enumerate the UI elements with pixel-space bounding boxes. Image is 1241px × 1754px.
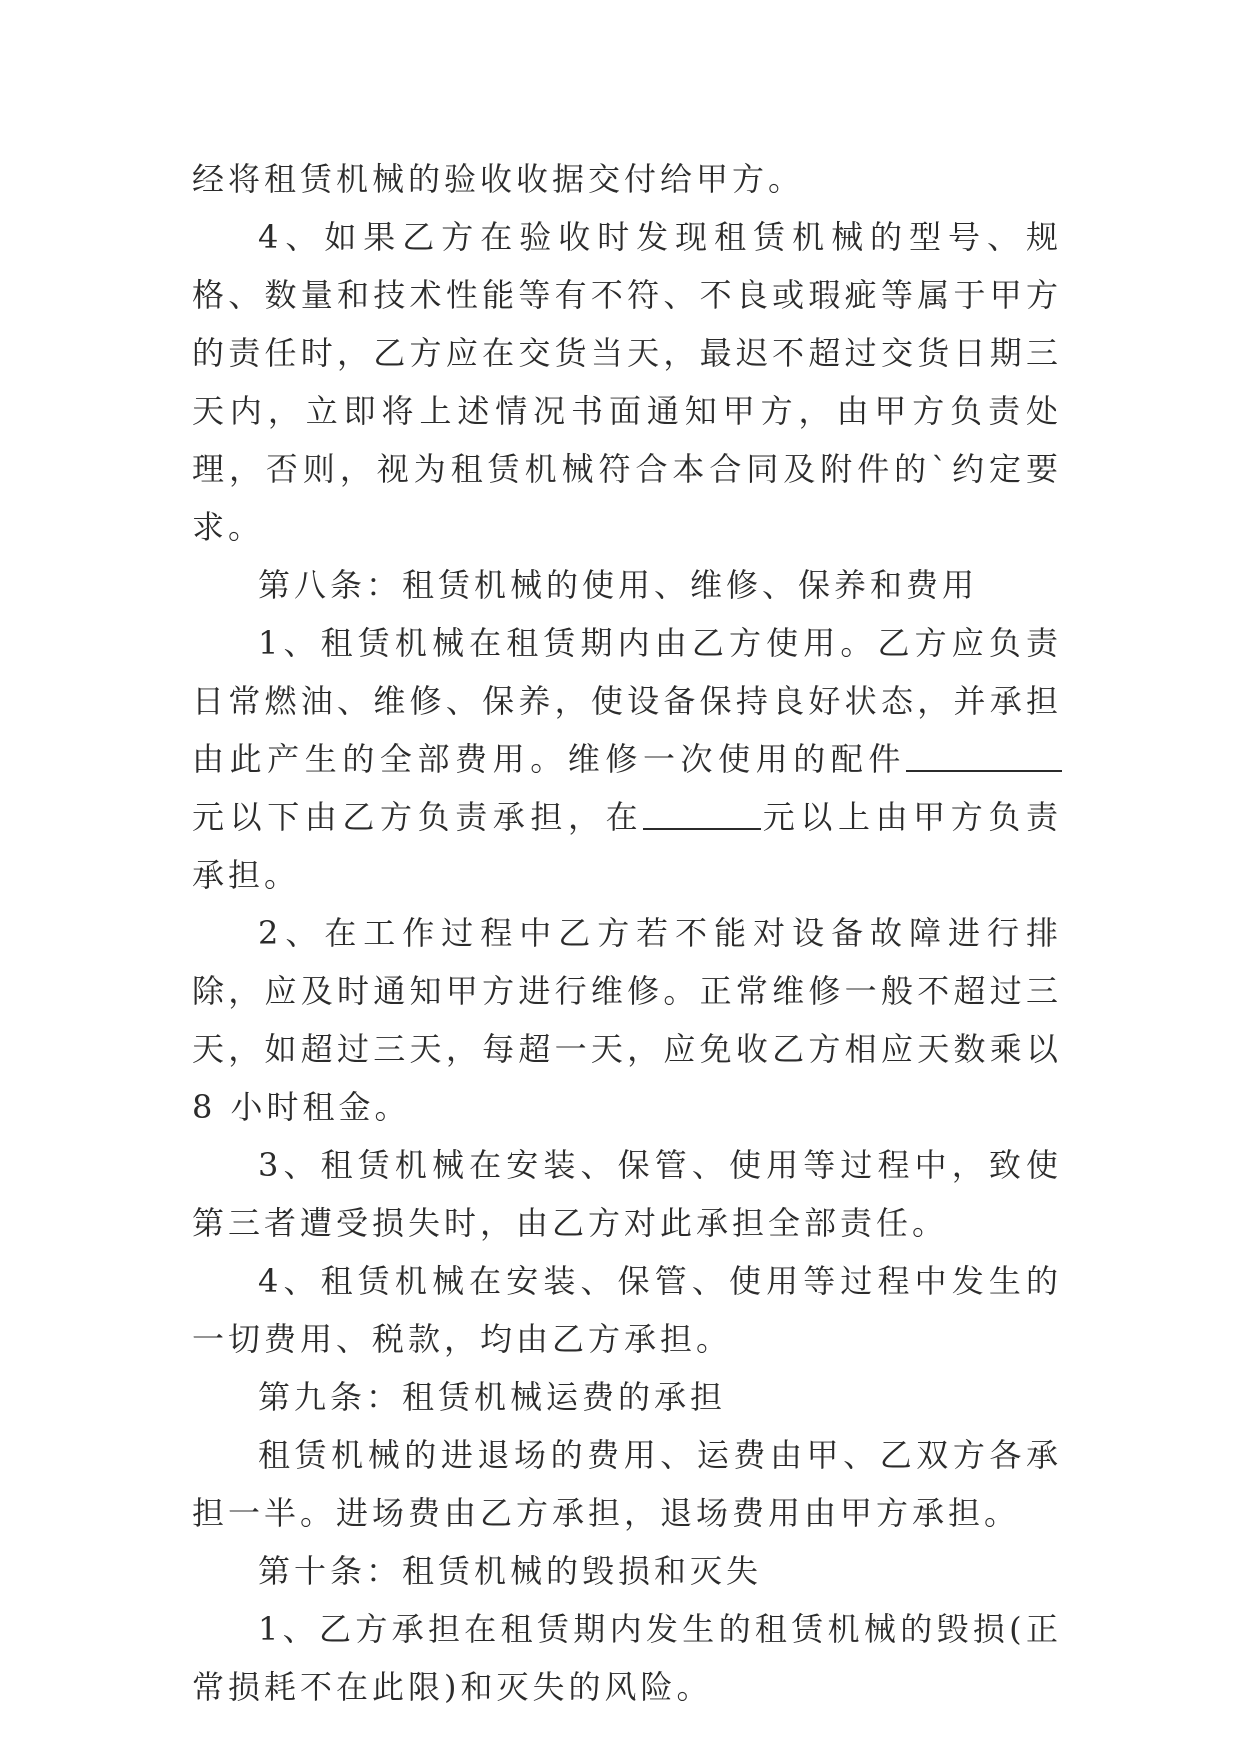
paragraph-item-4-inspection: 4、如果乙方在验收时发现租赁机械的型号、规格、数量和技术性能等有不符、不良或瑕疵等属于甲方的责任时，乙方应在交货当天，最迟不超过交货日期三天内，立即将上述情况书面通知甲方，由甲方负责处理，否则，视为租赁机械符合本合同及附件的`约定要求。 — [192, 218, 1062, 546]
paragraph-continuation: 经将租赁机械的验收收据交付给甲方。 — [192, 160, 805, 198]
article-10-heading: 第十条：租赁机械的毁损和灭失 — [258, 1552, 763, 1590]
fill-in-blank[interactable] — [906, 736, 1062, 772]
paragraph-article-9-body: 租赁机械的进退场的费用、运费由甲、乙双方各承担一半。进场费由乙方承担，退场费用由甲方承担。 — [192, 1436, 1062, 1532]
paragraph-article-8-item-2: 2、在工作过程中乙方若不能对设备故障进行排除，应及时通知甲方进行维修。正常维修一般不超过三天，如超过三天，每超一天，应免收乙方相应天数乘以 8 小时租金。 — [192, 914, 1062, 1126]
paragraph-article-10-item-1: 1、乙方承担在租赁期内发生的租赁机械的毁损(正常损耗不在此限)和灭失的风险。 — [192, 1610, 1062, 1706]
paragraph-segment: 元以上由甲方负责承担。 — [192, 798, 1062, 894]
paragraph-segment: 元以下由乙方负责承担，在 — [192, 798, 644, 836]
paragraph-article-8-item-1 — [192, 614, 1062, 904]
paragraph-segment: 1、租赁机械在租赁期内由乙方使用。乙方应负责日常燃油、维修、保养，使设备保持良好状态，并承担由此产生的全部费用。维修一次使用的配件 — [192, 624, 1062, 778]
paragraph-article-8-item-4: 4、租赁机械在安装、保管、使用等过程中发生的一切费用、税款，均由乙方承担。 — [192, 1262, 1062, 1358]
paragraph-article-8-item-3: 3、租赁机械在安装、保管、使用等过程中，致使第三者遭受损失时，由乙方对此承担全部责任。 — [192, 1146, 1062, 1242]
document-body — [192, 150, 1062, 1716]
article-8-heading: 第八条：租赁机械的使用、维修、保养和费用 — [258, 566, 979, 604]
article-9-heading: 第九条：租赁机械运费的承担 — [258, 1378, 727, 1416]
fill-in-blank[interactable] — [643, 794, 761, 830]
